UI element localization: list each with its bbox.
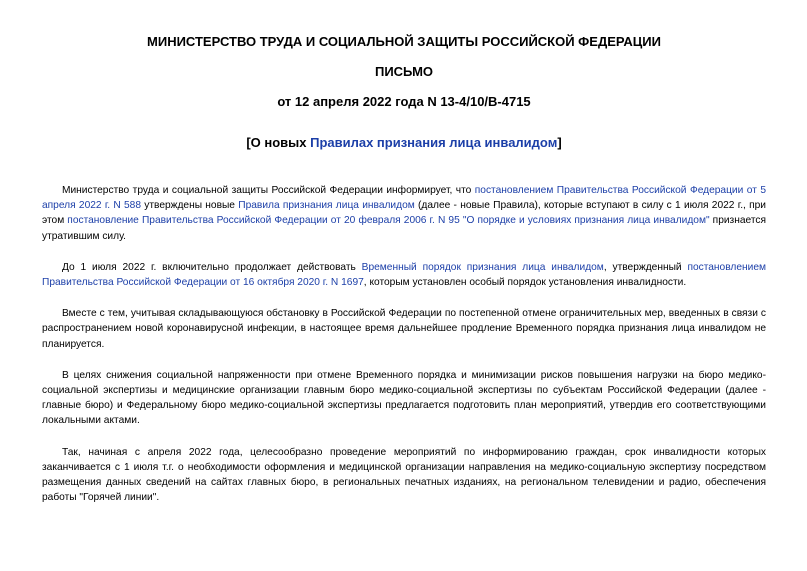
paragraph-text: утверждены новые — [141, 200, 239, 212]
paragraph-text: До 1 июля 2022 г. включительно продолжает действовать — [62, 261, 362, 273]
paragraph-3: Вместе с тем, учитывая складывающуюся обстановку в Российской Федерации по постепенной отмене ограничительных мер, введенных в связи с распространением новой коронавирусной инфекции, в настоящее время дальнейшее продление Временного порядка признания лица инвалидом не планируется. — [42, 308, 766, 350]
paragraph-text: (далее - новые Правила), которые вступают в силу с 1 июля 2022 г., при этом — [42, 200, 766, 227]
document-subject — [42, 135, 766, 151]
subject-close: ] — [557, 135, 562, 150]
paragraph-5: Так, начиная с апреля 2022 года, целесообразно проведение мероприятий по информированию граждан, срок инвалидности которых заканчивается с 1 июля т.г. о необходимости оформления и медицинской организации направления на медико-социальную экспертизу посредством размещения данных сведений на сайтах главных бюро, в региональных печатных изданиях, на региональном телевидении и радио, обеспечения работы "Горячей линии". — [42, 446, 766, 504]
paragraph-4: В целях снижения социальной напряженности при отмене Временного порядка и минимизации рисков повышения нагрузки на бюро медико-социальной экспертизы и медицинские организации главным бюро медико-социальной экспертизы по субъектам Российской Федерации (далее - главные бюро) и Федеральному бюро медико-социальной экспертизы предлагается подготовить план мероприятий, утвердив его соответствующими локальными актами. — [42, 369, 766, 427]
paragraph-1 — [42, 183, 766, 244]
temporary-procedure-link[interactable]: Временный порядок признания лица инвалидом — [361, 261, 604, 273]
paragraph-text: признается утратившим силу. — [42, 215, 767, 242]
subject-rules-link[interactable]: Правилах признания лица инвалидом — [310, 135, 558, 150]
resolution-588-link[interactable]: постановлением Правительства Российской Федерации от 5 апреля 2022 г. N 588 — [42, 185, 767, 212]
document — [42, 34, 766, 521]
document-body — [42, 183, 766, 505]
document-type: ПИСЬМО — [374, 64, 434, 79]
paragraph-text: , которым установлен особый порядок установления инвалидности. — [363, 277, 687, 289]
paragraph-text: , утвержденный — [603, 261, 688, 273]
ministry-title: МИНИСТЕРСТВО ТРУДА И СОЦИАЛЬНОЙ ЗАЩИТЫ РОССИЙСКОЙ ФЕДЕРАЦИИ — [147, 34, 661, 49]
paragraph-text: Министерство труда и социальной защиты Российской Федерации информирует, что — [62, 185, 475, 196]
document-date-number: от 12 апреля 2022 года N 13-4/10/В-4715 — [277, 94, 531, 109]
subject-open: [О новых — [246, 135, 311, 150]
paragraph-2 — [42, 260, 766, 290]
resolution-95-link[interactable]: постановление Правительства Российской Федерации от 20 февраля 2006 г. N 95 "О порядке и условиях признания лица инвалидом" — [67, 215, 710, 227]
resolution-1697-link[interactable]: постановлением Правительства Российской Федерации от 16 октября 2020 г. N 1697 — [42, 261, 766, 289]
rules-link[interactable]: Правила признания лица инвалидом — [238, 200, 415, 212]
